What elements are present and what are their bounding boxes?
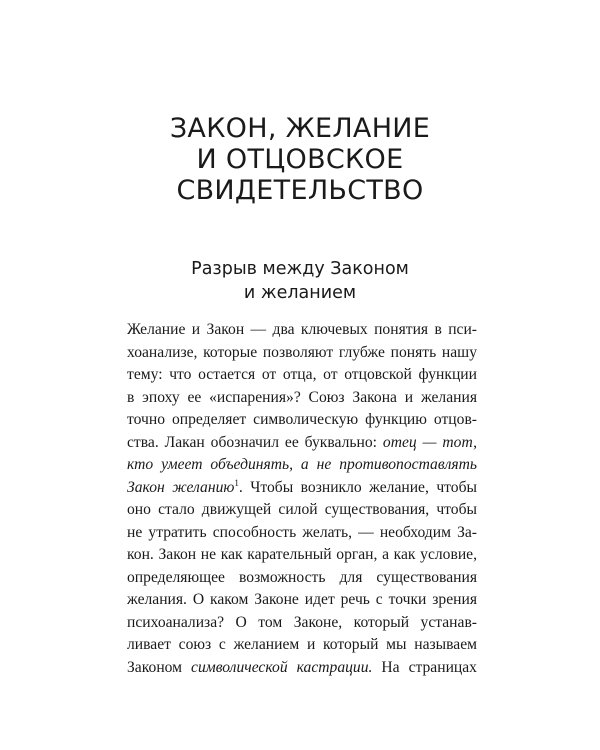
section-title-line-2: и желанием bbox=[243, 283, 357, 303]
text-line bbox=[127, 477, 477, 500]
chapter-title-line-1: ЗАКОН, ЖЕЛАНИЕ bbox=[169, 113, 431, 144]
text-line: точно определяет символическую функцию отцов- bbox=[127, 411, 477, 428]
text-line: ливает союз с желанием и который мы называем bbox=[127, 636, 477, 653]
text-line: не утратить способность желать, — необходим За- bbox=[127, 523, 477, 541]
text-run: Законом bbox=[127, 658, 192, 676]
italic-term: символической кастрации. bbox=[191, 658, 373, 676]
text-line bbox=[127, 454, 477, 477]
text-line bbox=[127, 432, 477, 455]
text-line: хоанализе, которые позволяют глубже понять нашу bbox=[127, 343, 477, 361]
body-paragraph bbox=[127, 319, 477, 679]
italic-quote: кто умеет объединять, а не противопоставлять bbox=[127, 456, 477, 473]
text-line: оно стало движущей силой существования, чтобы bbox=[127, 501, 477, 518]
section-title bbox=[0, 257, 600, 305]
text-line: Желание и Закон — два ключевых понятия в пси- bbox=[127, 321, 477, 338]
chapter-title bbox=[0, 113, 600, 206]
italic-quote: отец — тот, bbox=[382, 433, 477, 451]
italic-quote: Закон желанию bbox=[127, 478, 235, 496]
text-line: кон. Закон не как карательный орган, а как условие, bbox=[127, 546, 477, 563]
text-line: психоанализа? О том Законе, который устанав- bbox=[127, 613, 477, 631]
text-line bbox=[127, 657, 477, 680]
text-line: в эпоху ее «испарения»? Союз Закона и желания bbox=[127, 388, 477, 406]
chapter-title-line-2: И ОТЦОВСКОЕ bbox=[196, 144, 404, 175]
chapter-title-line-3: СВИДЕТЕЛЬСТВО bbox=[176, 175, 424, 206]
section-title-line-1: Разрыв между Законом bbox=[191, 259, 409, 279]
footnote-marker[interactable]: 1 bbox=[234, 477, 239, 488]
text-run: ства. Лакан обозначил ее буквально: bbox=[127, 433, 383, 451]
text-run: На страницах bbox=[372, 658, 477, 676]
text-line: определяющее возможность для существования bbox=[127, 568, 477, 586]
text-line: тему: что остается от отца, от отцовской функции bbox=[127, 366, 477, 383]
text-run: . Чтобы возникло желание, чтобы bbox=[238, 478, 478, 496]
text-line: желания. О каком Законе идет речь с точки зрения bbox=[127, 591, 477, 608]
